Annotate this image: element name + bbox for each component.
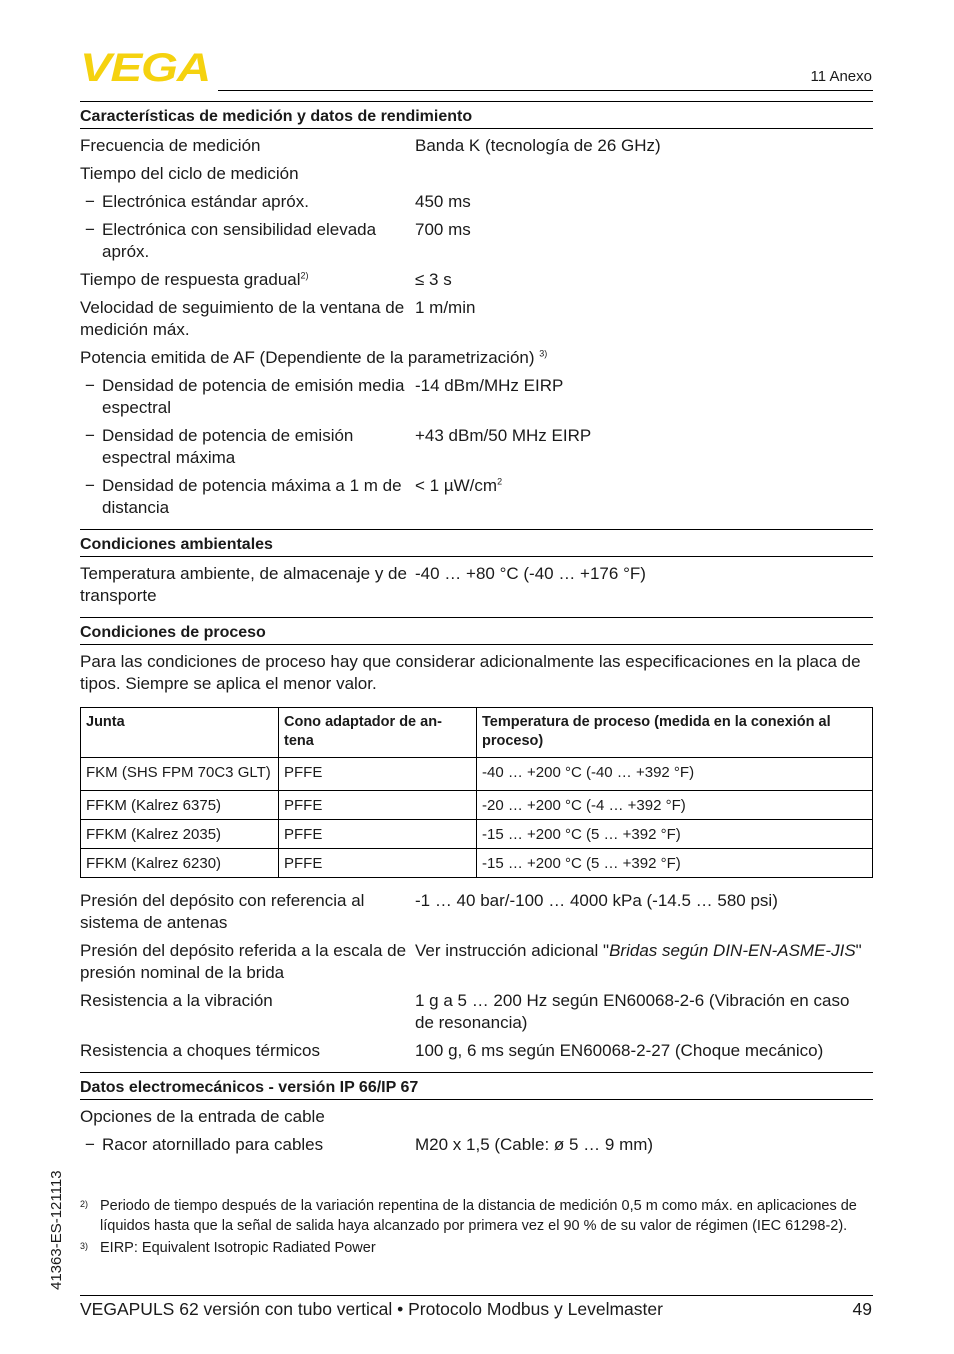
spec-value: M20 x 1,5 (Cable: ø 5 … 9 mm)	[415, 1135, 654, 1154]
table-row	[81, 791, 873, 820]
spec-value: ≤ 3 s	[415, 270, 452, 289]
table-cell: PFFE	[279, 849, 477, 878]
spec-row	[80, 291, 873, 341]
spec-value: -1 … 40 bar/-100 … 4000 kPa (-14.5 … 580 psi)	[415, 891, 778, 910]
spec-label: − Electrónica con sensibilidad elevada apróx.	[80, 219, 415, 263]
spec-label: Frecuencia de medición	[80, 136, 261, 155]
vega-logo	[80, 50, 212, 84]
spec-row	[80, 557, 873, 611]
section-heading-ambient: Condiciones ambientales	[80, 529, 873, 557]
footnote-text: Periodo de tiempo después de la variación repentina de la distancia de medición 0,5 m como máx. en aplicaciones de líquidos hasta que la señal de salida haya alcanzado por primera vez el 90 % de su valor de régimen (IEC 61298-2).	[100, 1198, 857, 1234]
table-row	[81, 849, 873, 878]
footer-title: VEGAPULS 62 versión con tubo vertical • Protocolo Modbus y Levelmaster	[80, 1299, 663, 1319]
table-cell: PFFE	[279, 758, 477, 791]
footnote	[80, 1196, 873, 1236]
spec-label: − Densidad de potencia de emisión espectral máxima	[80, 425, 415, 469]
footnotes	[80, 1196, 873, 1258]
spec-row	[80, 419, 873, 469]
spec-label: − Racor atornillado para cables	[80, 1134, 415, 1156]
table-header: Junta	[81, 708, 279, 758]
process-table	[80, 707, 873, 878]
superscript: 2	[497, 476, 503, 487]
table-cell: PFFE	[279, 791, 477, 820]
spec-row	[80, 185, 873, 213]
spec-value: 100 g, 6 ms según EN60068-2-27 (Choque mecánico)	[415, 1041, 824, 1060]
spec-value: 700 ms	[415, 220, 471, 239]
spec-label: Presión del depósito con referencia al sistema de antenas	[80, 891, 365, 932]
spec-row	[80, 341, 873, 369]
table-cell: PFFE	[279, 820, 477, 849]
spec-row	[80, 129, 873, 157]
table-cell: FFKM (Kalrez 6230)	[81, 849, 279, 878]
page-number: 49	[852, 1299, 872, 1319]
spec-row	[80, 984, 873, 1034]
footnote-number: 3)	[80, 1241, 89, 1251]
footnote-number: 2)	[80, 1199, 89, 1209]
spec-row	[80, 263, 873, 291]
section-heading-electromechanical: Datos electromecánicos - versión IP 66/IP 67	[80, 1072, 873, 1100]
spec-label: Presión del depósito referida a la escala de presión nominal de la brida	[80, 941, 407, 982]
table-cell: -15 … +200 °C (5 … +392 °F)	[477, 849, 873, 878]
spec-content	[80, 101, 873, 1156]
table-row	[81, 820, 873, 849]
section-heading-process: Condiciones de proceso	[80, 617, 873, 645]
footnote-text: EIRP: Equivalent Isotropic Radiated Power	[100, 1240, 376, 1256]
table-cell: FFKM (Kalrez 6375)	[81, 791, 279, 820]
spec-row	[80, 1034, 873, 1066]
table-cell: FKM (SHS FPM 70C3 GLT)	[81, 758, 279, 791]
table-row	[81, 758, 873, 791]
spec-value: 450 ms	[415, 192, 471, 211]
spec-label: Opciones de la entrada de cable	[80, 1107, 325, 1126]
spec-row	[80, 469, 873, 523]
spec-value: 1 g a 5 … 200 Hz según EN60068-2-6 (Vibración en caso de resonancia)	[415, 991, 850, 1032]
spec-row	[80, 1100, 873, 1128]
spec-row	[80, 884, 873, 934]
spec-value: < 1 $\mu W/cm^2$	[415, 476, 503, 495]
spec-label: Resistencia a choques térmicos	[80, 1041, 321, 1060]
spec-row	[80, 213, 873, 263]
footnote-ref: 3)	[539, 348, 548, 359]
spec-value: -14 dBm/MHz EIRP	[415, 376, 564, 395]
spec-row	[80, 157, 873, 185]
spec-value: -40 … +80 °C (-40 … +176 °F)	[415, 564, 646, 583]
process-intro: Para las condiciones de proceso hay que considerar adicionalmente las especificaciones en la placa de tipos. Siempre se aplica el menor valor.	[80, 652, 861, 693]
spec-label: Resistencia a la vibración	[80, 991, 273, 1010]
document-code: 41363-ES-121113	[48, 1170, 65, 1290]
spec-label: Temperatura ambiente, de almacenaje y de transporte	[80, 564, 407, 605]
table-header: Temperatura de proceso (medida en la conexión al proceso)	[477, 708, 873, 758]
table-cell: -40 … +200 °C (-40 … +392 °F)	[477, 758, 873, 791]
table-header-row	[81, 708, 873, 758]
spec-label: − Densidad de potencia de emisión media espectral	[80, 375, 415, 419]
footnote	[80, 1238, 873, 1258]
table-cell: FFKM (Kalrez 2035)	[81, 820, 279, 849]
spec-label: Tiempo de respuesta gradual$^{2)}$	[80, 270, 309, 289]
spec-row	[80, 369, 873, 419]
spec-label: Tiempo del ciclo de medición	[80, 164, 299, 183]
header-divider	[218, 90, 873, 91]
table-cell: -20 … +200 °C (-4 … +392 °F)	[477, 791, 873, 820]
logo-text: VEGA	[80, 50, 210, 84]
table-header: Cono adaptador de an- tena	[279, 708, 477, 758]
spec-label: − Densidad de potencia máxima a 1 m de distancia	[80, 475, 415, 519]
table-cell: -15 … +200 °C (5 … +392 °F)	[477, 820, 873, 849]
footnote-ref: 2)	[300, 270, 309, 281]
footer-divider	[80, 1295, 873, 1296]
section-heading-measurement: Características de medición y datos de rendimiento	[80, 101, 873, 129]
spec-label: − Electrónica estándar apróx.	[80, 191, 415, 213]
spec-value: +43 dBm/50 MHz EIRP	[415, 426, 592, 445]
spec-label: Potencia emitida de AF (Dependiente de la parametrización) $^{3)}$	[80, 348, 548, 367]
spec-value: Banda K (tecnología de 26 GHz)	[415, 136, 661, 155]
spec-value: 1 m/min	[415, 298, 476, 317]
spec-label: Velocidad de seguimiento de la ventana de medición máx.	[80, 298, 405, 339]
spec-value: Ver instrucción adicional "Bridas según DIN-EN-ASME-JIS"	[415, 941, 862, 960]
spec-row	[80, 934, 873, 984]
spec-row	[80, 1128, 873, 1156]
section-label: 11 Anexo	[810, 68, 872, 85]
